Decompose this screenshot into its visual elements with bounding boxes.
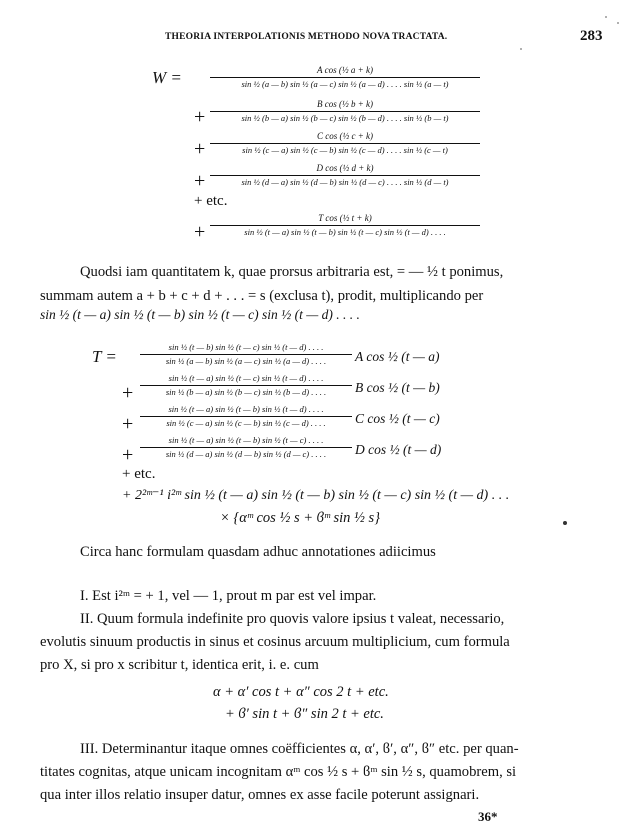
fraction-denominator: sin ½ (a — b) sin ½ (a — c) sin ½ (a — d) . . . . sin ½ (a — t) [241, 79, 449, 89]
fraction-denominator: sin ½ (c — a) sin ½ (c — b) sin ½ (c — d) . . . . sin ½ (c — t) [242, 145, 448, 155]
fraction-denominator: sin ½ (c — a) sin ½ (c — b) sin ½ (c — d) . . . . [166, 417, 326, 428]
paragraph-line: Quodsi iam quantitatem k, quae prorsus arbitraria est, = — ½ t ponimus, [80, 264, 504, 280]
plus-sign: + [194, 221, 206, 243]
signature-mark: 36* [478, 809, 498, 824]
fraction-numerator: sin ½ (t — a) sin ½ (t — c) sin ½ (t — d) . . . . [168, 373, 324, 383]
fraction-numerator: D cos (½ d + k) [316, 163, 374, 173]
formula-w-lhs: W = [152, 68, 182, 87]
fraction-numerator: C cos (½ c + k) [316, 131, 374, 141]
formula-t-term-3 [140, 405, 352, 427]
plus-sign: + [122, 382, 134, 404]
fraction-denominator: sin ½ (b — a) sin ½ (b — c) sin ½ (b — d) . . . . sin ½ (b — t) [241, 113, 449, 123]
plus-sign: + [194, 106, 206, 128]
fraction-denominator: sin ½ (d — a) sin ½ (d — b) sin ½ (d — c) . . . . sin ½ (d — t) [241, 177, 449, 187]
formula-t-tail: A cos ½ (t — a) [355, 349, 440, 364]
print-speck [520, 48, 522, 50]
print-speck [605, 16, 607, 18]
fraction-numerator: sin ½ (t — a) sin ½ (t — b) sin ½ (t — c) . . . . [168, 435, 324, 445]
fraction-numerator: A cos (½ a + k) [317, 65, 373, 75]
formula-t-tail: C cos ½ (t — c) [355, 411, 440, 426]
paragraph-line: II. Quum formula indefinite pro quovis valore ipsius t valeat, necessario, [80, 611, 505, 627]
fraction-numerator: sin ½ (t — b) sin ½ (t — c) sin ½ (t — d) . . . . [168, 342, 324, 352]
circa-line: Circa hanc formulam quasdam adhuc annotationes adiicimus [80, 544, 436, 560]
paragraph-line: titates cognitas, atque unicam incognitam αᵐ cos ½ s + ϐᵐ sin ½ s, quamobrem, si [40, 764, 517, 780]
plus-sign: + [122, 413, 134, 435]
fraction-denominator: sin ½ (b — a) sin ½ (b — c) sin ½ (b — d) . . . . [165, 386, 327, 397]
formula-w-term-2 [210, 100, 480, 123]
fraction-numerator: T cos (½ t + k) [318, 213, 372, 223]
paragraph-line: III. Determinantur itaque omnes coëfficientes α, α′, ϐ′, α″, ϐ″ etc. per quan- [80, 741, 519, 757]
formula-w-term-5 [210, 214, 480, 237]
fraction-denominator: sin ½ (t — a) sin ½ (t — b) sin ½ (t — c) sin ½ (t — d) . . . . [244, 227, 446, 237]
formula-t-product: + 2²ᵐ⁻¹ i²ᵐ sin ½ (t — a) sin ½ (t — b) sin ½ (t — c) sin ½ (t — d) . . . [122, 488, 510, 503]
formula-w-etc: + etc. [194, 193, 228, 209]
formula-t-term-1 [140, 343, 352, 365]
display-formula-line: + ϐ′ sin t + ϐ″ sin 2 t + etc. [225, 706, 384, 722]
plus-sign: + [122, 444, 134, 466]
paragraph-line: evolutis sinuum productis in sinus et cosinus arcuum multiplicium, cum formula [40, 634, 510, 650]
plus-sign: + [194, 138, 206, 160]
display-formula-line: α + α′ cos t + α″ cos 2 t + etc. [213, 684, 389, 700]
formula-t-tail: B cos ½ (t — b) [355, 380, 440, 395]
paragraph-line: summam autem a + b + c + d + . . . = s (exclusa t), prodit, multiplicando per [40, 288, 484, 304]
paragraph-line: qua inter illos relatio insuper datur, omnes ex asse facile poterunt assignari. [40, 787, 480, 803]
fraction-numerator: B cos (½ b + k) [316, 99, 374, 109]
paragraph-line: pro X, si pro x scribitur t, identica erit, i. e. cum [40, 657, 319, 673]
page-header [0, 26, 638, 48]
formula-t-etc: + etc. [122, 466, 156, 482]
formula-t-term-4 [140, 436, 352, 458]
formula-t-lhs: T = [92, 347, 117, 366]
plus-sign: + [194, 170, 206, 192]
fraction-numerator: sin ½ (t — a) sin ½ (t — b) sin ½ (t — d) . . . . [168, 404, 324, 414]
annotation-i: I. Est i²ᵐ = + 1, vel — 1, prout m par est vel impar. [80, 588, 377, 604]
paragraph-line: sin ½ (t — a) sin ½ (t — b) sin ½ (t — c) sin ½ (t — d) . . . . [40, 307, 360, 322]
formula-t-term-2 [140, 374, 352, 396]
fraction-denominator: sin ½ (a — b) sin ½ (a — c) sin ½ (a — d) . . . . [165, 355, 327, 366]
fraction-denominator: sin ½ (d — a) sin ½ (d — b) sin ½ (d — c) . . . . [165, 448, 327, 459]
running-title: THEORIA INTERPOLATIONIS METHODO NOVA TRACTATA. [165, 32, 448, 42]
page-number: 283 [580, 28, 603, 44]
ink-dot [563, 521, 567, 525]
formula-w-term-3 [210, 132, 480, 155]
formula-t-tail: D cos ½ (t — d) [355, 442, 442, 457]
print-speck [617, 22, 619, 24]
formula-t-times: × {αᵐ cos ½ s + ϐᵐ sin ½ s} [220, 510, 381, 526]
formula-w-term-4 [210, 164, 480, 187]
formula-w-term-1 [210, 66, 480, 89]
